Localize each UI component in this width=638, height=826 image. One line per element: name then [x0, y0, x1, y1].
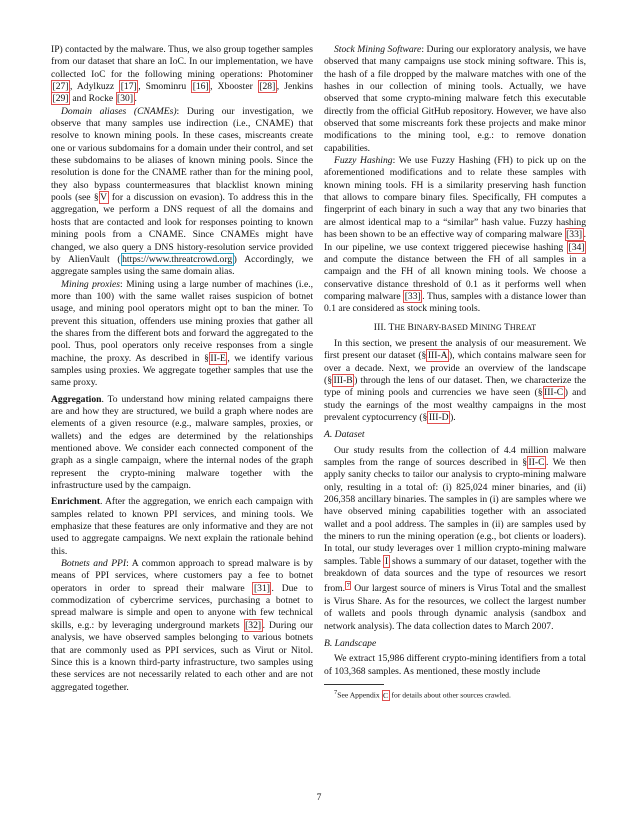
citation-link[interactable]: [30]	[117, 93, 134, 105]
url-link[interactable]: https://www.threatcrowd.org	[122, 253, 233, 265]
paragraph-heading: Fuzzy Hashing	[334, 155, 393, 167]
section-link[interactable]: III-B	[333, 374, 353, 386]
paragraph-section-intro: In this section, we present the analysis of our measurement. We first present our dataset (§ III-A ), which contains malware seen for over a decade. Next, we provide an overview of the landscape (§ III-B ) through the lens of our dataset. Then, we characterize the type of mining pools and currencies we have seen (§ III-C ) and study the earnings of the most wealthy campaigns in the most prevalent cyptocurrency (§ III-D ).	[324, 337, 587, 423]
footnote: $^7$See Appendix C for details about other sources crawled.	[334, 689, 511, 700]
paragraph-stock-mining: Stock Mining Software: During our exploratory analysis, we have observed that many campaigns use stock mining software. This is, the hash of a file dropped by the malware matches with one of the hashes in our collection of mining tools. Actually, we have observed that some crypto-mining malware fetch this executable directly from the official GitHub repository. However, we have also observed that some miscreants fork these projects and make minor modifications to the mining tool, e.g.: to remove donation capabilities.	[324, 44, 586, 154]
footnote-link[interactable]: 7	[346, 582, 350, 590]
paragraph-botnets: Botnets and PPI: A common approach to spread malware is by means of PPI services, where customers pay a fee to botnet operators in order to spread their malware [31] . Due to commodization of cybercrime services, purchasing a botnet to spread malware is simple and open to anyone with few technical skills, e.g.: by leveraging underground markets [32] . During our analysis, we have observed samples belonging to various botnets that are commonly used as PPI services, such as Virut or Nitol. Since this is a known third-party infrastructure, two samples using these services are not necessarily related to each other and are not aggregated together.	[51, 558, 313, 693]
left-column	[51, 44, 313, 694]
paragraph-heading: Stock Mining Software	[334, 44, 422, 55]
section-link[interactable]: III-D	[428, 411, 449, 423]
paragraph-ioc: IP) contacted by the malware. Thus, we also group together samples from our dataset that share an IoC. In our implementation, we have collected IoC for the following mining operations: Photominer [27] , Adylkuzz [17] , Smominru [16] , Xbooster [28] , Jenkins [29] and Rocke [30] .	[51, 44, 314, 105]
appendix-link[interactable]: C	[383, 690, 389, 700]
citation-link[interactable]: [33]	[404, 290, 421, 302]
section-link[interactable]: III-C	[544, 387, 564, 399]
citation-link[interactable]: [29]	[52, 93, 69, 105]
citation-link[interactable]: [27]	[52, 81, 69, 93]
paragraph-fuzzy-hashing: Fuzzy Hashing: We use Fuzzy Hashing (FH) to pick up on the aforementioned modifications and to relate these samples with known mining tools. FH is a similarity preserving hash function that allows to compare binary files. Specifically, FH computes a fingerprint of each binary in such a way that any two binaries that are almost identical map to a “similar” hash value. Fuzzy hashing has been shown to be an effective way of comparing malware [33] . In our pipeline, we use context triggered piecewise hashing [34] and compute the distance between the FH of all samples in a campaign and the FH of all known mining tools. We choose a conservative distance threshold of 0.1 as it performs well when comparing malware [33] . Thus, samples with a distance lower than 0.1 are considered as stock mining tools.	[324, 155, 586, 315]
page-number: 7	[316, 792, 322, 803]
paragraph-landscape: We extract 15,986 different crypto-mining identifiers from a total of 103,368 samples. As mentioned, these mostly include	[324, 653, 586, 677]
subsection-title-landscape: B. Landscape	[324, 638, 377, 649]
section-link[interactable]: III-A	[427, 350, 448, 362]
paragraph-heading: Botnets and PPI	[61, 558, 127, 570]
section-link[interactable]: V	[100, 192, 108, 204]
section-title: III. THE BINARY-BASED MINING THREAT	[373, 321, 537, 333]
section-link[interactable]: II-E	[210, 352, 226, 364]
subsection-title-dataset: A. Dataset	[324, 429, 365, 441]
paragraph-enrichment: Enrichment. After the aggregation, we enrich each campaign with samples related to known PPI services, and mining tools. We emphasize that these features are only informative and they are not used to aggregate campaigns. We next explain the rationale behind this.	[51, 496, 313, 557]
paragraph-mining-proxies: Mining proxies: Mining using a large number of machines (i.e., more than 100) with the same wallet raises suspicion of botnet usage, and mining pool operators might opt to ban the miner. To prevent this situation, offenders use mining proxies that gather all the shares from the different bots and forward the aggregated to the pool. Thus, pool operators only receive responses from a single machine, the proxy. As described in § II-E , we identify various samples using proxies. We aggregate together samples that use the same proxy.	[51, 278, 313, 389]
paragraph-heading: Aggregation	[51, 393, 102, 405]
table-link[interactable]: I	[384, 555, 389, 567]
paragraph-heading: Enrichment	[51, 496, 101, 508]
right-column	[324, 44, 586, 701]
footnote-rule	[324, 684, 384, 685]
citation-link[interactable]: [16]	[192, 81, 209, 93]
section-link[interactable]: II-C	[528, 457, 545, 468]
citation-link[interactable]: [32]	[245, 619, 262, 631]
citation-link[interactable]: [34]	[568, 241, 585, 253]
citation-link[interactable]: [17]	[120, 81, 137, 93]
paragraph-heading: Mining proxies	[61, 278, 120, 290]
paragraph-domain-aliases: Domain aliases (CNAMEs): During our investigation, we observe that many samples use indirection (i.e., CNAME) that resolve to known mining pools. In these cases, miscreants create one or various subdomains for a domain under their control, and set these subdomains to be aliases of known mining pools. Since the resolution is done for the CNAME rather than for the mining pool, they also bypass countermeasures that blacklist known mining pools (see § V for a discussion on evasion). To address this in the aggregation, we perform a DNS request of all the domains and hosts that are contacted and look for responses pointing to known mining pools from a CNAME. Since CNAMEs might have changed, we also query a DNS history-resolution service provided by AlienVault ( https://www.threatcrowd.org ) Accordingly, we aggregate samples using the same domain alias.	[51, 105, 314, 278]
paragraph-aggregation: Aggregation. To understand how mining related campaigns there are and how they are structured, we build a graph where nodes are elements of a given resource (e.g., malware samples, proxies, or wallets) and the edges are determined by the relationships mentioned above. We consider each connected component of the graph as a single campaign, where the internal nodes of the graph represent the crypto-mining malware together with the infrastructure used by the campaign.	[51, 393, 313, 492]
citation-link[interactable]: [33]	[566, 229, 583, 241]
paragraph-dataset: Our study results from the collection of 4.4 million malware samples from the range of sources described in § II-C . We then apply sanity checks to tailor our analysis to crypto-mining malware only, resulting in a total of: (i) 825,024 miner binaries, and (ii) 206,358 ancillary binaries. The samples in (i) are samples where we have observed mining capabilities together with an associated wallet and a pool address. The samples in (ii) are samples used by the miners to run the mining operation (e.g., bot clients or loaders). In total, our study leverages over 1 million crypto-mining malware samples. Table I shows a summary of our dataset, together with the breakdown of data sources and the type of resources we resort from. $^7$ Our largest source of miners is Virus Total and the smallest is Virus Share. As for the resources, we collect the largest number of wallets and pools through dynamic analysis (sandbox and network analysis). The data collection dates to March 2007.	[324, 444, 586, 632]
citation-link[interactable]: [31]	[253, 582, 270, 594]
paragraph-heading: Domain aliases (CNAMEs)	[61, 105, 177, 117]
citation-link[interactable]: [28]	[259, 81, 276, 93]
